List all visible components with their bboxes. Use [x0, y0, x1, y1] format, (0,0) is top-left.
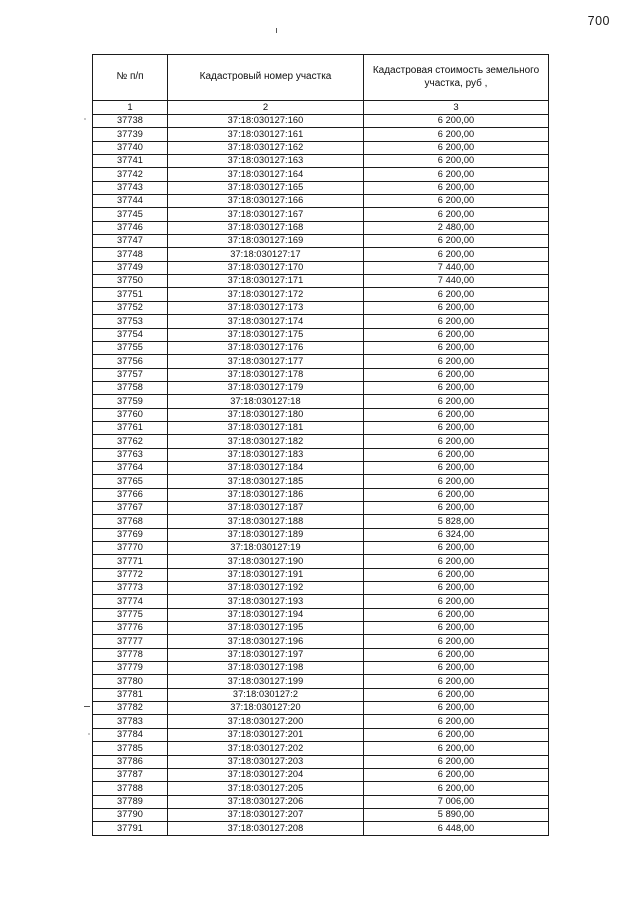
cadastral-number-cell: 37:18:030127:179	[168, 381, 364, 394]
table-row	[93, 488, 549, 501]
cadastral-number-cell: 37:18:030127:173	[168, 301, 364, 314]
row-number-cell: 37766	[93, 488, 168, 501]
table-row	[93, 315, 549, 328]
cadastral-number-cell: 37:18:030127:177	[168, 355, 364, 368]
cadastral-number-cell: 37:18:030127:17	[168, 248, 364, 261]
cadastral-number-cell: 37:18:030127:203	[168, 755, 364, 768]
cadastral-number-cell: 37:18:030127:186	[168, 488, 364, 501]
cadastral-value-cell: 6 324,00	[364, 528, 549, 541]
cadastral-number-cell: 37:18:030127:162	[168, 141, 364, 154]
cadastral-value-cell: 6 200,00	[364, 728, 549, 741]
row-number-cell: 37760	[93, 408, 168, 421]
table-row	[93, 728, 549, 741]
cadastral-number-cell: 37:18:030127:193	[168, 595, 364, 608]
column-header-cadastral-number: Кадастровый номер участка	[168, 55, 364, 101]
cadastral-value-cell: 6 200,00	[364, 115, 549, 128]
cadastral-number-cell: 37:18:030127:19	[168, 542, 364, 555]
cadastral-value-cell: 6 200,00	[364, 595, 549, 608]
cadastral-value-cell: 6 200,00	[364, 635, 549, 648]
cadastral-value-cell: 6 200,00	[364, 421, 549, 434]
cadastral-value-cell: 6 200,00	[364, 368, 549, 381]
cadastral-number-cell: 37:18:030127:160	[168, 115, 364, 128]
row-number-cell: 37756	[93, 355, 168, 368]
cadastral-value-cell: 6 200,00	[364, 181, 549, 194]
cadastral-value-cell: 7 440,00	[364, 261, 549, 274]
cadastral-number-cell: 37:18:030127:174	[168, 315, 364, 328]
row-number-cell: 37753	[93, 315, 168, 328]
table-row	[93, 555, 549, 568]
row-number-cell: 37776	[93, 622, 168, 635]
table-row	[93, 702, 549, 715]
cadastral-number-cell: 37:18:030127:164	[168, 168, 364, 181]
cadastral-number-cell: 37:18:030127:185	[168, 475, 364, 488]
table-body	[93, 115, 549, 836]
table-row	[93, 635, 549, 648]
cadastral-value-cell: 5 890,00	[364, 808, 549, 821]
cadastral-number-cell: 37:18:030127:206	[168, 795, 364, 808]
cadastral-value-cell: 6 200,00	[364, 195, 549, 208]
table-column-number-row	[93, 101, 549, 115]
table-row	[93, 301, 549, 314]
row-number-cell: 37759	[93, 395, 168, 408]
row-number-cell: 37782	[93, 702, 168, 715]
table-row	[93, 542, 549, 555]
table-row	[93, 288, 549, 301]
cadastral-value-cell: 6 200,00	[364, 555, 549, 568]
cadastral-number-cell: 37:18:030127:192	[168, 582, 364, 595]
cadastral-value-cell: 6 200,00	[364, 501, 549, 514]
row-number-cell: 37769	[93, 528, 168, 541]
cadastral-value-cell: 6 200,00	[364, 315, 549, 328]
cadastral-number-cell: 37:18:030127:197	[168, 648, 364, 661]
table-row	[93, 715, 549, 728]
row-number-cell: 37741	[93, 155, 168, 168]
cadastral-value-cell: 6 200,00	[364, 448, 549, 461]
row-number-cell: 37777	[93, 635, 168, 648]
cadastral-value-cell: 6 200,00	[364, 155, 549, 168]
cadastral-value-cell: 5 828,00	[364, 515, 549, 528]
cadastral-number-cell: 37:18:030127:163	[168, 155, 364, 168]
table-row	[93, 208, 549, 221]
row-number-cell: 37755	[93, 341, 168, 354]
cadastral-number-cell: 37:18:030127:189	[168, 528, 364, 541]
cadastral-number-cell: 37:18:030127:161	[168, 128, 364, 141]
cadastral-number-cell: 37:18:030127:176	[168, 341, 364, 354]
cadastral-value-cell: 6 200,00	[364, 435, 549, 448]
row-number-cell: 37783	[93, 715, 168, 728]
row-number-cell: 37775	[93, 608, 168, 621]
table-row	[93, 275, 549, 288]
cadastral-value-table	[92, 54, 549, 836]
table-row	[93, 608, 549, 621]
table-row	[93, 582, 549, 595]
row-number-cell: 37791	[93, 822, 168, 835]
cadastral-number-cell: 37:18:030127:170	[168, 261, 364, 274]
cadastral-number-cell: 37:18:030127:167	[168, 208, 364, 221]
cadastral-number-cell: 37:18:030127:178	[168, 368, 364, 381]
cadastral-value-cell: 6 200,00	[364, 208, 549, 221]
row-number-cell: 37786	[93, 755, 168, 768]
table-row	[93, 688, 549, 701]
table-row	[93, 475, 549, 488]
table-row	[93, 795, 549, 808]
cadastral-number-cell: 37:18:030127:184	[168, 461, 364, 474]
row-number-cell: 37761	[93, 421, 168, 434]
row-number-cell: 37789	[93, 795, 168, 808]
row-number-cell: 37744	[93, 195, 168, 208]
row-number-cell: 37758	[93, 381, 168, 394]
row-number-cell: 37767	[93, 501, 168, 514]
row-number-cell: 37763	[93, 448, 168, 461]
cadastral-number-cell: 37:18:030127:166	[168, 195, 364, 208]
cadastral-value-cell: 6 448,00	[364, 822, 549, 835]
row-number-cell: 37745	[93, 208, 168, 221]
table-row	[93, 662, 549, 675]
cadastral-number-cell: 37:18:030127:18	[168, 395, 364, 408]
cadastral-value-cell: 6 200,00	[364, 688, 549, 701]
table-row	[93, 461, 549, 474]
cadastral-number-cell: 37:18:030127:196	[168, 635, 364, 648]
table-row	[93, 822, 549, 835]
table-header-row	[93, 55, 549, 101]
cadastral-number-cell: 37:18:030127:194	[168, 608, 364, 621]
table-row	[93, 675, 549, 688]
cadastral-number-cell: 37:18:030127:180	[168, 408, 364, 421]
column-index-2: 2	[168, 101, 364, 115]
table-header	[93, 55, 549, 115]
table-row	[93, 448, 549, 461]
cadastral-number-cell: 37:18:030127:187	[168, 501, 364, 514]
row-number-cell: 37757	[93, 368, 168, 381]
cadastral-value-cell: 6 200,00	[364, 461, 549, 474]
table-row	[93, 622, 549, 635]
cadastral-number-cell: 37:18:030127:171	[168, 275, 364, 288]
column-index-3: 3	[364, 101, 549, 115]
cadastral-value-cell: 6 200,00	[364, 662, 549, 675]
table-row	[93, 195, 549, 208]
table-row	[93, 595, 549, 608]
cadastral-value-cell: 6 200,00	[364, 742, 549, 755]
cadastral-number-cell: 37:18:030127:204	[168, 768, 364, 781]
cadastral-number-cell: 37:18:030127:168	[168, 221, 364, 234]
cadastral-number-cell: 37:18:030127:207	[168, 808, 364, 821]
cadastral-value-cell: 6 200,00	[364, 235, 549, 248]
cadastral-value-cell: 6 200,00	[364, 475, 549, 488]
left-margin-mark	[84, 706, 90, 707]
cadastral-value-cell: 6 200,00	[364, 715, 549, 728]
cadastral-number-cell: 37:18:030127:200	[168, 715, 364, 728]
cadastral-number-cell: 37:18:030127:205	[168, 782, 364, 795]
cadastral-value-cell: 6 200,00	[364, 328, 549, 341]
cadastral-value-cell: 2 480,00	[364, 221, 549, 234]
table-row	[93, 168, 549, 181]
column-index-1: 1	[93, 101, 168, 115]
cadastral-number-cell: 37:18:030127:208	[168, 822, 364, 835]
row-number-cell: 37787	[93, 768, 168, 781]
table-row	[93, 782, 549, 795]
table-row	[93, 141, 549, 154]
row-number-cell: 37771	[93, 555, 168, 568]
row-number-cell: 37748	[93, 248, 168, 261]
scan-speck	[84, 118, 86, 120]
cadastral-value-cell: 6 200,00	[364, 582, 549, 595]
scan-speck	[88, 733, 90, 735]
table-row	[93, 181, 549, 194]
table-row	[93, 768, 549, 781]
cadastral-value-cell: 6 200,00	[364, 702, 549, 715]
cadastral-value-cell: 6 200,00	[364, 488, 549, 501]
cadastral-value-cell: 6 200,00	[364, 782, 549, 795]
row-number-cell: 37772	[93, 568, 168, 581]
cadastral-number-cell: 37:18:030127:181	[168, 421, 364, 434]
cadastral-value-cell: 6 200,00	[364, 341, 549, 354]
row-number-cell: 37743	[93, 181, 168, 194]
column-header-number: № п/п	[93, 55, 168, 101]
cadastral-number-cell: 37:18:030127:175	[168, 328, 364, 341]
page-number: 700	[587, 14, 610, 28]
table-row	[93, 381, 549, 394]
row-number-cell: 37739	[93, 128, 168, 141]
row-number-cell: 37752	[93, 301, 168, 314]
row-number-cell: 37764	[93, 461, 168, 474]
cadastral-value-cell: 6 200,00	[364, 768, 549, 781]
cadastral-value-cell: 6 200,00	[364, 248, 549, 261]
cadastral-value-cell: 6 200,00	[364, 395, 549, 408]
column-header-cadastral-value: Кадастровая стоимость земельного участка, руб ,	[364, 55, 549, 101]
row-number-cell: 37747	[93, 235, 168, 248]
row-number-cell: 37765	[93, 475, 168, 488]
table-row	[93, 128, 549, 141]
cadastral-value-cell: 6 200,00	[364, 128, 549, 141]
cadastral-value-cell: 6 200,00	[364, 608, 549, 621]
row-number-cell: 37762	[93, 435, 168, 448]
cadastral-number-cell: 37:18:030127:198	[168, 662, 364, 675]
row-number-cell: 37779	[93, 662, 168, 675]
table-row	[93, 742, 549, 755]
table-row	[93, 515, 549, 528]
table-row	[93, 248, 549, 261]
cadastral-number-cell: 37:18:030127:190	[168, 555, 364, 568]
top-margin-mark	[276, 28, 277, 33]
row-number-cell: 37751	[93, 288, 168, 301]
table-row	[93, 808, 549, 821]
cadastral-value-cell: 6 200,00	[364, 288, 549, 301]
table-row	[93, 395, 549, 408]
cadastral-value-cell: 6 200,00	[364, 542, 549, 555]
row-number-cell: 37740	[93, 141, 168, 154]
cadastral-number-cell: 37:18:030127:169	[168, 235, 364, 248]
cadastral-number-cell: 37:18:030127:191	[168, 568, 364, 581]
table-row	[93, 421, 549, 434]
table-row	[93, 261, 549, 274]
table-row	[93, 368, 549, 381]
cadastral-value-cell: 6 200,00	[364, 675, 549, 688]
table-row	[93, 221, 549, 234]
cadastral-number-cell: 37:18:030127:182	[168, 435, 364, 448]
table-row	[93, 501, 549, 514]
table-row	[93, 755, 549, 768]
cadastral-number-cell: 37:18:030127:199	[168, 675, 364, 688]
cadastral-number-cell: 37:18:030127:201	[168, 728, 364, 741]
cadastral-number-cell: 37:18:030127:202	[168, 742, 364, 755]
row-number-cell: 37770	[93, 542, 168, 555]
cadastral-value-cell: 6 200,00	[364, 141, 549, 154]
row-number-cell: 37785	[93, 742, 168, 755]
cadastral-value-cell: 6 200,00	[364, 622, 549, 635]
row-number-cell: 37784	[93, 728, 168, 741]
cadastral-value-cell: 6 200,00	[364, 568, 549, 581]
cadastral-table-container	[92, 54, 548, 836]
row-number-cell: 37754	[93, 328, 168, 341]
cadastral-number-cell: 37:18:030127:188	[168, 515, 364, 528]
cadastral-number-cell: 37:18:030127:20	[168, 702, 364, 715]
row-number-cell: 37738	[93, 115, 168, 128]
cadastral-value-cell: 6 200,00	[364, 355, 549, 368]
cadastral-value-cell: 6 200,00	[364, 648, 549, 661]
cadastral-value-cell: 7 440,00	[364, 275, 549, 288]
table-row	[93, 328, 549, 341]
cadastral-number-cell: 37:18:030127:165	[168, 181, 364, 194]
cadastral-value-cell: 6 200,00	[364, 381, 549, 394]
table-row	[93, 115, 549, 128]
table-row	[93, 355, 549, 368]
table-row	[93, 235, 549, 248]
table-row	[93, 341, 549, 354]
cadastral-value-cell: 7 006,00	[364, 795, 549, 808]
row-number-cell: 37781	[93, 688, 168, 701]
table-row	[93, 648, 549, 661]
table-row	[93, 435, 549, 448]
row-number-cell: 37790	[93, 808, 168, 821]
row-number-cell: 37742	[93, 168, 168, 181]
table-row	[93, 568, 549, 581]
cadastral-number-cell: 37:18:030127:2	[168, 688, 364, 701]
table-row	[93, 155, 549, 168]
row-number-cell: 37749	[93, 261, 168, 274]
cadastral-number-cell: 37:18:030127:172	[168, 288, 364, 301]
row-number-cell: 37773	[93, 582, 168, 595]
row-number-cell: 37778	[93, 648, 168, 661]
table-row	[93, 528, 549, 541]
row-number-cell: 37774	[93, 595, 168, 608]
cadastral-value-cell: 6 200,00	[364, 168, 549, 181]
cadastral-value-cell: 6 200,00	[364, 301, 549, 314]
cadastral-number-cell: 37:18:030127:195	[168, 622, 364, 635]
row-number-cell: 37768	[93, 515, 168, 528]
row-number-cell: 37746	[93, 221, 168, 234]
row-number-cell: 37788	[93, 782, 168, 795]
row-number-cell: 37750	[93, 275, 168, 288]
row-number-cell: 37780	[93, 675, 168, 688]
cadastral-value-cell: 6 200,00	[364, 755, 549, 768]
table-row	[93, 408, 549, 421]
cadastral-value-cell: 6 200,00	[364, 408, 549, 421]
cadastral-number-cell: 37:18:030127:183	[168, 448, 364, 461]
